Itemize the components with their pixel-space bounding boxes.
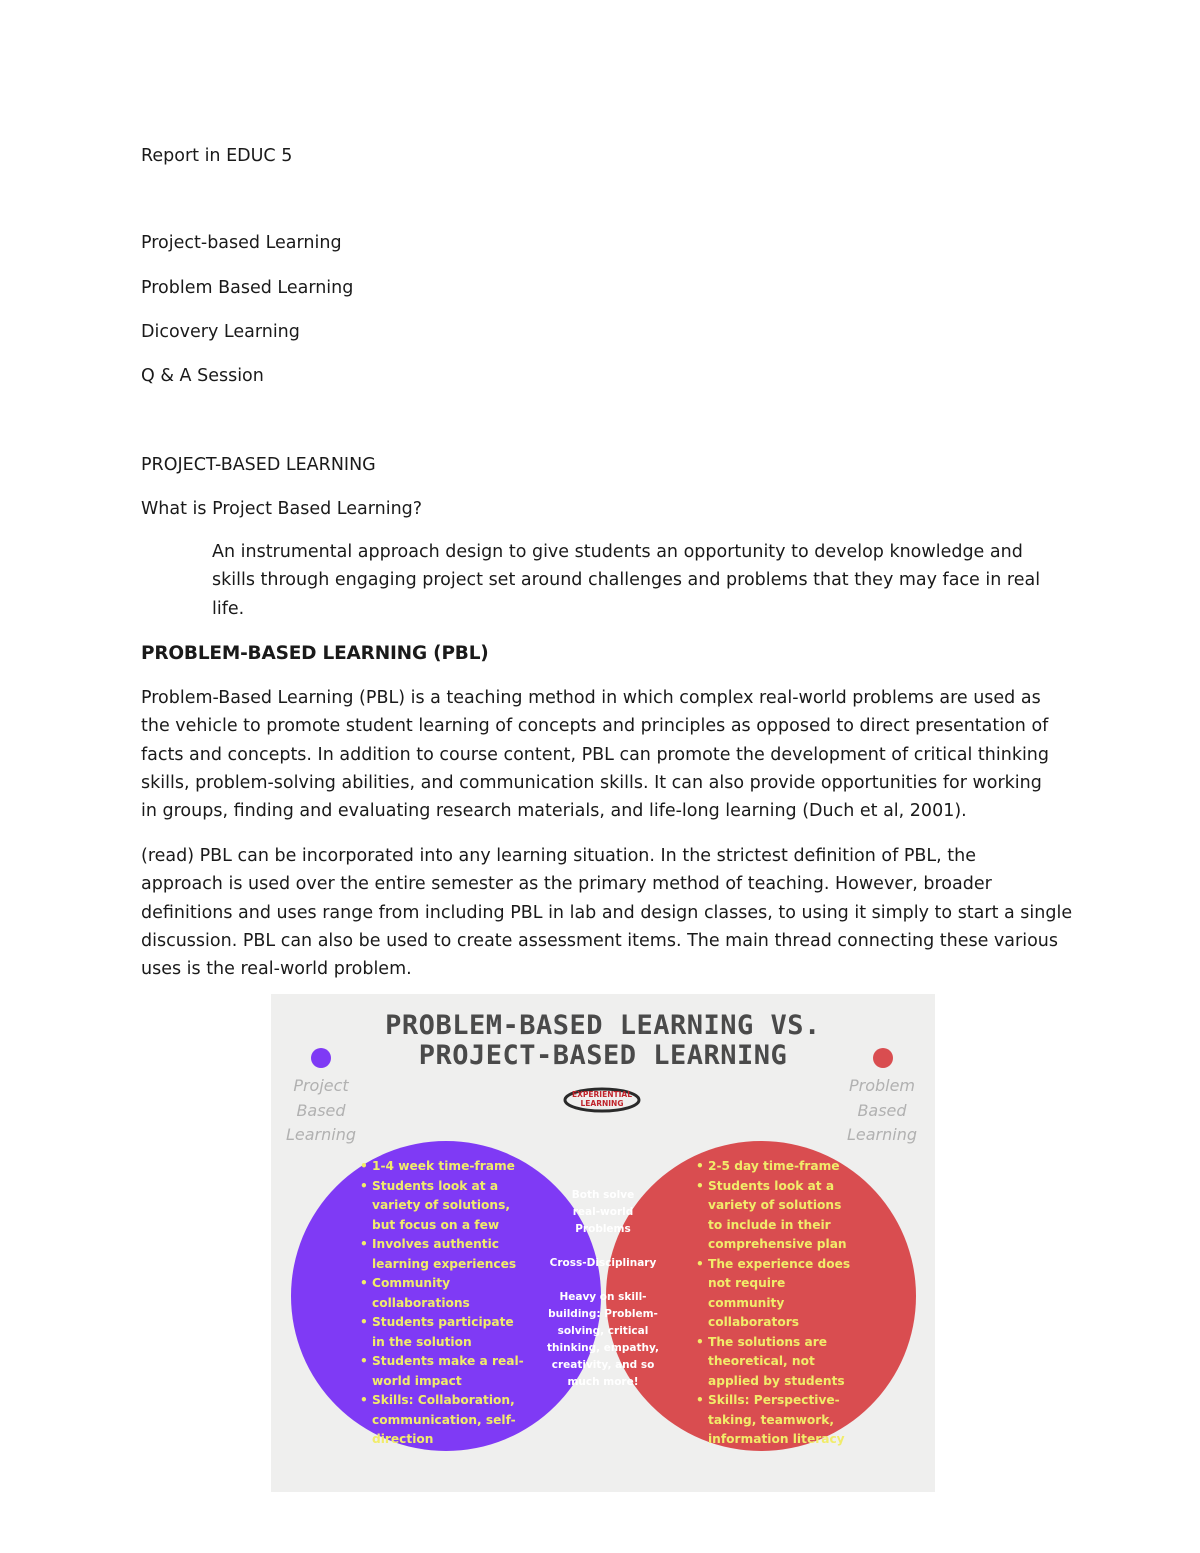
- problem-based-label: [832, 1074, 932, 1148]
- label-line: Based: [296, 1100, 346, 1120]
- pbl-paragraph-2: [141, 842, 1072, 983]
- text-line: life.: [212, 598, 245, 619]
- label-line: Based: [857, 1100, 907, 1120]
- text-line: (read) PBL can be incorporated into any learning situation. In the strictest definition of PBL, the: [141, 846, 976, 866]
- agenda-item: Problem Based Learning: [141, 278, 354, 298]
- list-item: • Students make a real- world impact: [358, 1352, 524, 1391]
- label-line: Learning: [285, 1125, 357, 1144]
- text-line: approach is used over the entire semester as the primary method of teaching. However, broader: [141, 874, 992, 895]
- text-line: definitions and uses range from including PBL in lab and design classes, to using it simply to start a single: [141, 902, 1073, 923]
- label-line: Problem: [848, 1076, 916, 1095]
- pbl-paragraph-1: [141, 684, 1049, 825]
- shared-block-cross-disciplinary: Cross-Disciplinary: [549, 1257, 657, 1269]
- text-line: uses is the real-world problem.: [141, 959, 412, 980]
- project-based-label: [271, 1074, 371, 1148]
- venn-infographic: [271, 994, 935, 1492]
- text-line: skills through engaging project set around challenges and problems that they may face in real: [212, 570, 1041, 591]
- list-item: • Community collaborations: [358, 1274, 524, 1313]
- logo-text-line: EXPERIENTIAL: [572, 1090, 632, 1099]
- list-item: • Students participate in the solution: [358, 1313, 524, 1352]
- list-item: • Skills: Perspective- taking, teamwork, information literacy: [694, 1391, 850, 1450]
- list-item: • Skills: Collaboration, communication, self- direction: [358, 1391, 524, 1450]
- experiential-learning-logo: [564, 1087, 640, 1113]
- text-line: An instrumental approach design to give students an opportunity to develop knowledge and: [212, 542, 1023, 562]
- text-line: the vehicle to promote student learning of concepts and principles as opposed to direct presentation of: [141, 716, 1049, 737]
- label-line: Project: [293, 1076, 349, 1095]
- report-title: Report in EDUC 5: [141, 146, 293, 166]
- section-heading-problem-based: PROBLEM-BASED LEARNING (PBL): [141, 643, 489, 664]
- agenda-item: Q & A Session: [141, 366, 264, 386]
- section-heading-project-based: PROJECT-BASED LEARNING: [141, 455, 376, 475]
- shared-block-real-world: Both solve real-world Problems: [571, 1189, 635, 1235]
- shared-block-skill-building: Heavy on skill- building: Problem- solving, critical thinking, empathy, creativity, and so much more!: [547, 1291, 659, 1388]
- list-item: • Students look at a variety of solutions, but focus on a few: [358, 1177, 524, 1236]
- section-question: What is Project Based Learning?: [141, 499, 423, 519]
- text-line: discussion. PBL can also be used to create assessment items. The main thread connecting these various: [141, 930, 1058, 951]
- problem-based-features: [694, 1157, 850, 1450]
- agenda-item: Project-based Learning: [141, 233, 342, 253]
- list-item: • 2-5 day time-frame: [694, 1157, 850, 1177]
- text-line: facts and concepts. In addition to course content, PBL can promote the development of critical thinking: [141, 744, 1050, 765]
- list-item: • 1-4 week time-frame: [358, 1157, 524, 1177]
- infographic-title-line2: PROJECT-BASED LEARNING: [418, 1040, 788, 1071]
- list-item: • The experience does not require community collaborators: [694, 1255, 850, 1333]
- text-line: in groups, finding and evaluating research materials, and life-long learning (Duch et al, 2001).: [141, 801, 967, 822]
- definition-paragraph: [212, 538, 1040, 623]
- list-item: • The solutions are theoretical, not applied by students: [694, 1333, 850, 1392]
- label-line: Learning: [846, 1125, 918, 1144]
- infographic-title-line1: PROBLEM-BASED LEARNING VS.: [385, 1010, 821, 1041]
- logo-text-line: LEARNING: [580, 1099, 624, 1108]
- list-item: • Involves authentic learning experiences: [358, 1235, 524, 1274]
- list-item: • Students look at a variety of solutions to include in their comprehensive plan: [694, 1177, 850, 1255]
- text-line: skills, problem-solving abilities, and communication skills. It can also provide opportunities for working: [141, 772, 1042, 793]
- agenda-item: Dicovery Learning: [141, 322, 300, 342]
- text-line: Problem-Based Learning (PBL) is a teaching method in which complex real-world problems are used as: [141, 688, 1041, 708]
- project-based-features: [358, 1157, 524, 1450]
